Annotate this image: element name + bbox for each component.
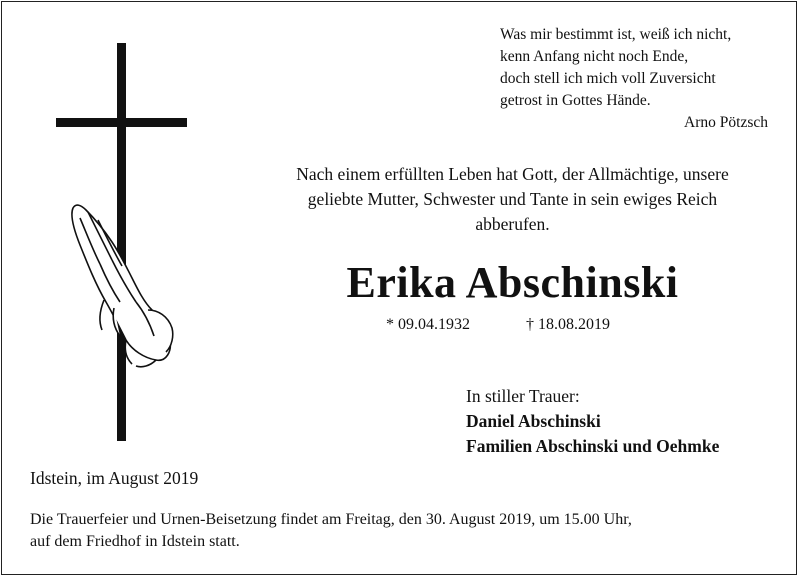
intro-line: abberufen. <box>475 214 550 234</box>
poem-line: kenn Anfang nicht noch Ende, <box>500 48 689 65</box>
birth-date: * 09.04.1932 <box>386 316 470 333</box>
deceased-name: Erika Abschinski <box>346 258 679 307</box>
intro-line: Nach einem erfüllten Leben hat Gott, der Allmächtige, unsere <box>296 164 729 184</box>
funeral-info <box>30 509 780 553</box>
cross-icon <box>40 40 200 450</box>
poem-author: Arno Pötzsch <box>684 114 768 131</box>
poem-line: doch stell ich mich voll Zuversicht <box>500 70 716 87</box>
mourners-heading: In stiller Trauer: <box>466 386 580 406</box>
poem-line: getrost in Gottes Hände. <box>500 92 651 109</box>
funeral-line: Die Trauerfeier und Urnen-Beisetzung findet am Freitag, den 30. August 2019, um 15.00 Uhr, <box>30 511 632 528</box>
poem-line: Was mir bestimmt ist, weiß ich nicht, <box>500 26 732 43</box>
mourners <box>466 384 719 459</box>
intro-text <box>240 162 785 237</box>
place-date: Idstein, im August 2019 <box>30 468 199 488</box>
intro-line: geliebte Mutter, Schwester und Tante in sein ewiges Reich <box>307 189 718 209</box>
funeral-line: auf dem Friedhof in Idstein statt. <box>30 533 240 550</box>
mourner-name: Familien Abschinski und Oehmke <box>466 436 720 456</box>
poem <box>500 24 790 134</box>
mourner-name: Daniel Abschinski <box>466 411 601 431</box>
death-date: † 18.08.2019 <box>526 316 610 333</box>
